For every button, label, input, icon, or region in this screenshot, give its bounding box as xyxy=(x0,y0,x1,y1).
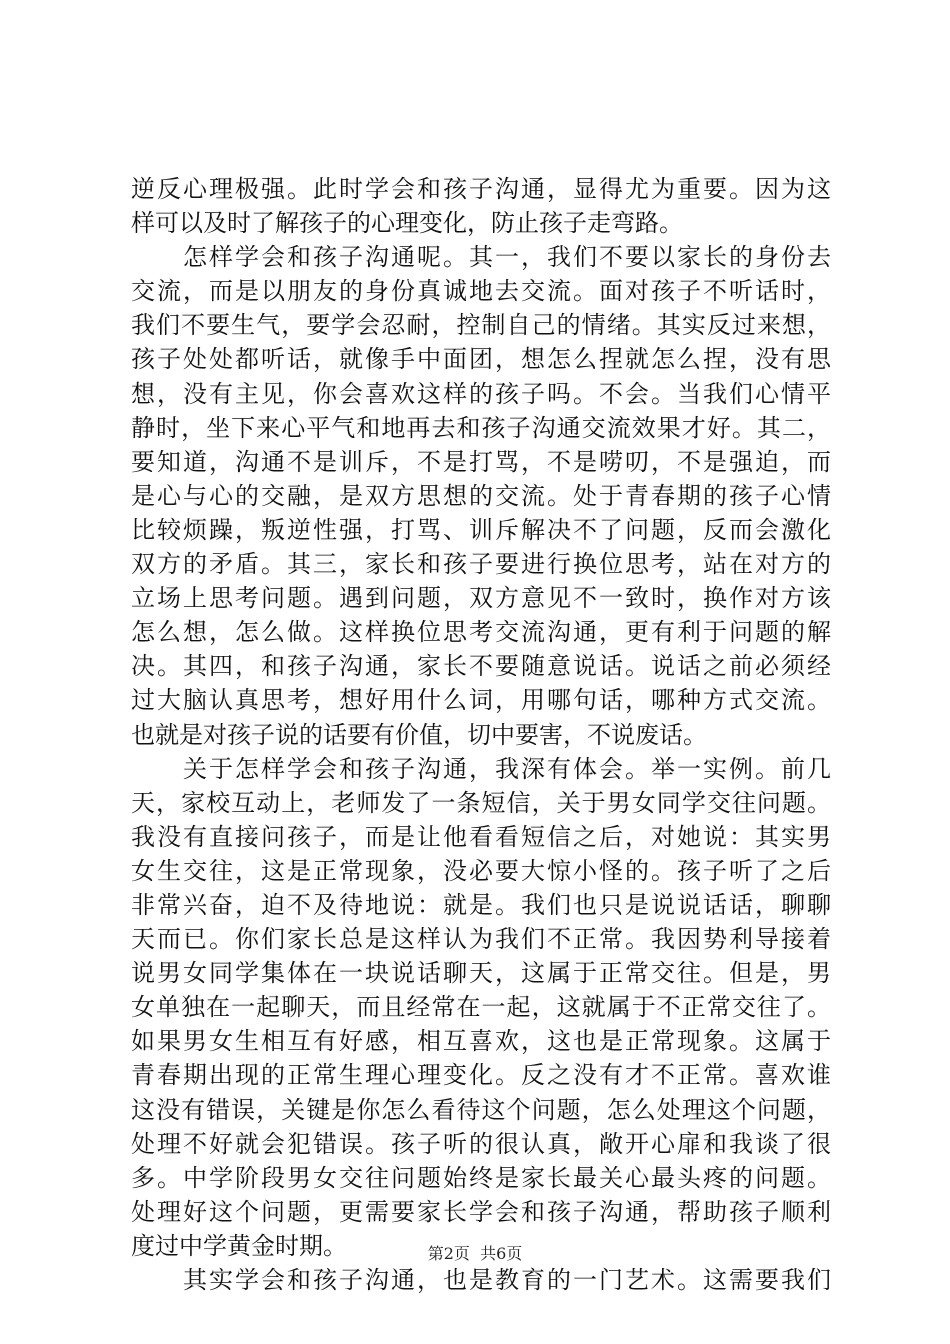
page-total: 共6页 xyxy=(480,1244,523,1263)
text-line: 青春期出现的正常生理心理变化。反之没有才不正常。喜欢谁 xyxy=(131,1061,831,1090)
page-footer xyxy=(0,1244,950,1264)
text-line: 过大脑认真思考，想好用什么词，用哪句话，哪种方式交流。 xyxy=(131,686,831,715)
text-line: 天，家校互动上，老师发了一条短信，关于男女同学交往问题。 xyxy=(131,788,831,817)
text-line: 立场上思考问题。遇到问题，双方意见不一致时，换作对方该 xyxy=(131,584,831,613)
text-line: 怎么想，怎么做。这样换位思考交流沟通，更有利于问题的解 xyxy=(131,618,831,647)
text-line: 女生交往，这是正常现象，没必要大惊小怪的。孩子听了之后 xyxy=(131,856,831,885)
page-number: 第2页 xyxy=(427,1244,470,1263)
text-line: 多。中学阶段男女交往问题始终是家长最关心最头疼的问题。 xyxy=(131,1163,831,1192)
text-line: 静时，坐下来心平气和地再去和孩子沟通交流效果才好。其二， xyxy=(131,413,831,442)
text-line: 这没有错误，关键是你怎么看待这个问题，怎么处理这个问题， xyxy=(131,1095,831,1124)
text-line: 逆反心理极强。此时学会和孩子沟通，显得尤为重要。因为这 xyxy=(131,175,831,203)
text-line: 也就是对孩子说的话要有价值，切中要害，不说废话。 xyxy=(131,720,707,749)
text-line: 其实学会和孩子沟通，也是教育的一门艺术。这需要我们 xyxy=(131,1266,831,1294)
text-line: 天而已。你们家长总是这样认为我们不正常。我因势利导接着 xyxy=(131,925,831,954)
text-line: 说男女同学集体在一块说话聊天，这属于正常交往。但是，男 xyxy=(131,959,831,988)
text-line: 女单独在一起聊天，而且经常在一起，这就属于不正常交往了。 xyxy=(131,993,831,1022)
text-line: 要知道，沟通不是训斥，不是打骂，不是唠叨，不是强迫，而 xyxy=(131,447,831,476)
text-line: 孩子处处都听话，就像手中面团，想怎么捏就怎么捏，没有思 xyxy=(131,345,831,374)
text-line: 怎样学会和孩子沟通呢。其一，我们不要以家长的身份去 xyxy=(131,243,831,272)
text-line: 处理好这个问题，更需要家长学会和孩子沟通，帮助孩子顺利 xyxy=(131,1197,831,1226)
text-line: 关于怎样学会和孩子沟通，我深有体会。举一实例。前几 xyxy=(131,754,831,783)
text-line: 度过中学黄金时期。 xyxy=(131,1231,347,1260)
body-text xyxy=(131,172,831,1297)
text-line: 比较烦躁，叛逆性强，打骂、训斥解决不了问题，反而会激化 xyxy=(131,515,831,544)
text-line: 样可以及时了解孩子的心理变化，防止孩子走弯路。 xyxy=(131,209,683,238)
text-line: 非常兴奋，迫不及待地说：就是。我们也只是说说话话，聊聊 xyxy=(131,890,831,919)
text-line: 如果男女生相互有好感，相互喜欢，这也是正常现象。这属于 xyxy=(131,1027,831,1056)
text-line: 想，没有主见，你会喜欢这样的孩子吗。不会。当我们心情平 xyxy=(131,379,831,408)
text-line: 我们不要生气，要学会忍耐，控制自己的情绪。其实反过来想， xyxy=(131,311,831,340)
text-line: 决。其四，和孩子沟通，家长不要随意说话。说话之前必须经 xyxy=(131,652,831,681)
text-line: 处理不好就会犯错误。孩子听的很认真，敞开心扉和我谈了很 xyxy=(131,1129,831,1158)
text-line: 交流，而是以朋友的身份真诚地去交流。面对孩子不听话时， xyxy=(131,277,831,306)
text-line: 是心与心的交融，是双方思想的交流。处于青春期的孩子心情 xyxy=(131,481,831,510)
text-line: 我没有直接问孩子，而是让他看看短信之后，对她说：其实男 xyxy=(131,822,831,851)
text-line: 双方的矛盾。其三，家长和孩子要进行换位思考，站在对方的 xyxy=(131,550,831,579)
